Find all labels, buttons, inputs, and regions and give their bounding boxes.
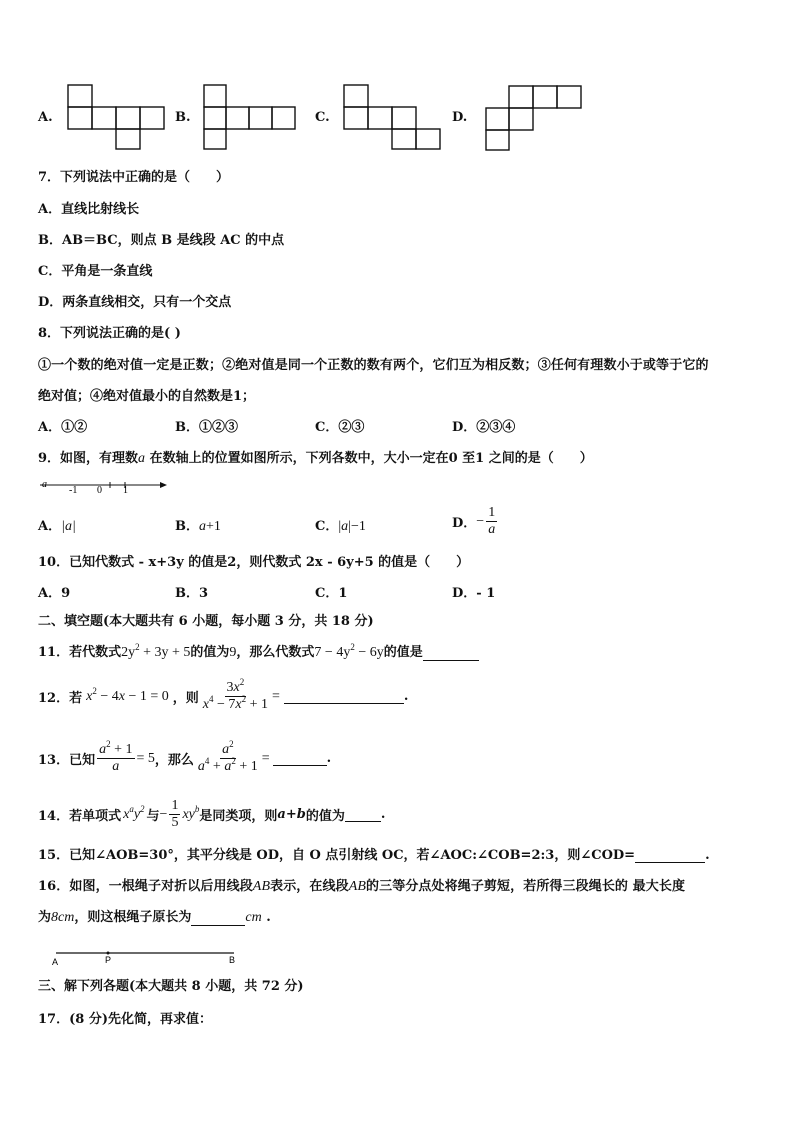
q15: 15．已知∠AOB=30°，其平分线是 OD，自 O 点引射线 OC，若∠AOC:∠COB=2:3，则∠COD= . [38,848,710,863]
q6-label-d: D. [452,110,468,125]
q11: 11．若代数式$2y^2 + 3y + 5$的值为9，那么代数式$7 - 4y^2 - 6y$的值是 [38,641,479,661]
section-3-heading: 三、解下列各题(本大题共 8 小题，共 72 分) [38,979,304,994]
q6-net-b [202,83,298,151]
q6-net-c [342,83,442,151]
q8-option-a: A．①② [38,420,88,435]
q9-axis-one: 1 [123,485,128,496]
q6-net-a [66,83,168,151]
q8-option-c: C．②③ [315,420,365,435]
q6-label-b: B. [175,110,191,125]
q6-net-d [484,84,584,152]
q14: 14．若单项式 $x^ay^2$ 与 − $\frac{1}{5}$ $xy^b$ 是同类项，则 a+b 的值为 . [38,798,386,830]
q16-line2: 为8cm，则这根绳子原长为 cm . [38,910,271,925]
q7-option-b: B．AB＝BC，则点 B 是线段 AC 的中点 [38,233,285,248]
q10-option-b: B．3 [175,586,209,601]
q8-option-b: B．①②③ [175,420,238,435]
q16-point-b: B [229,955,236,965]
q9-axis-zero: 0 [97,485,102,496]
q9-number-line [36,476,171,498]
q9-stem: 9．如图，有理数a 在数轴上的位置如图所示，下列各数中，大小一定在0 至1 之间的是（ ） [38,451,593,466]
q10-option-c: C．1 [315,586,348,601]
q7-option-c: C．平角是一条直线 [38,264,153,279]
q8-stem: 8．下列说法正确的是( ) [38,326,181,341]
q7-option-a: A．直线比射线长 [38,202,140,217]
q16-point-a: A [52,957,59,967]
q8-statement-line1: ①一个数的绝对值一定是正数；②绝对值是同一个正数的数有两个，它们互为相反数；③任何有理数小于或等于它的 [38,358,709,373]
q9-axis-minus-one: -1 [69,485,78,496]
q8-option-d: D．②③④ [452,420,516,435]
q9-option-d: D． − $\frac{1}{a}$ [452,505,496,537]
q10-stem: 10．已知代数式 - x+3y 的值是2，则代数式 2x - 6y+5 的值是（ ） [38,555,470,570]
q10-option-d: D．- 1 [452,586,496,601]
q16-point-p: P [105,955,112,965]
q7-stem: 7．下列说法中正确的是（ ） [38,170,230,185]
q17-stem: 17．(8 分)先化简，再求值： [38,1012,212,1027]
q8-statement-line2: 绝对值；④绝对值最小的自然数是1； [38,389,256,404]
q10-option-a: A．9 [38,586,71,601]
section-2-heading: 二、填空题(本大题共有 6 小题，每小题 3 分，共 18 分) [38,614,374,629]
q13: 13．已知 $\frac{a^2 + 1}{a}$ = 5 ，那么 $\frac{a^2}{a^4 + a^2 + 1}$ = . [38,739,332,774]
q6-label-c: C. [315,110,330,125]
q9-option-c: C．|a|−1 [315,519,366,534]
q9-axis-a: a [42,479,47,490]
q16-line1: 16．如图，一根绳子对折以后用线段AB表示，在线段AB的三等分点处将绳子剪短，若所得三段绳长的 最大长度 [38,879,686,894]
q16-segment-figure [48,948,240,968]
q12: 12．若 $x^2 - 4x - 1 = 0$ ，则 $\frac{3x^2}{x^4 - 7x^2 + 1}$ = . [38,677,409,712]
q6-label-a: A. [38,110,53,125]
q9-option-b: B．a+1 [175,519,221,534]
q7-option-d: D．两条直线相交，只有一个交点 [38,295,232,310]
q9-option-a: A．|a| [38,519,76,534]
